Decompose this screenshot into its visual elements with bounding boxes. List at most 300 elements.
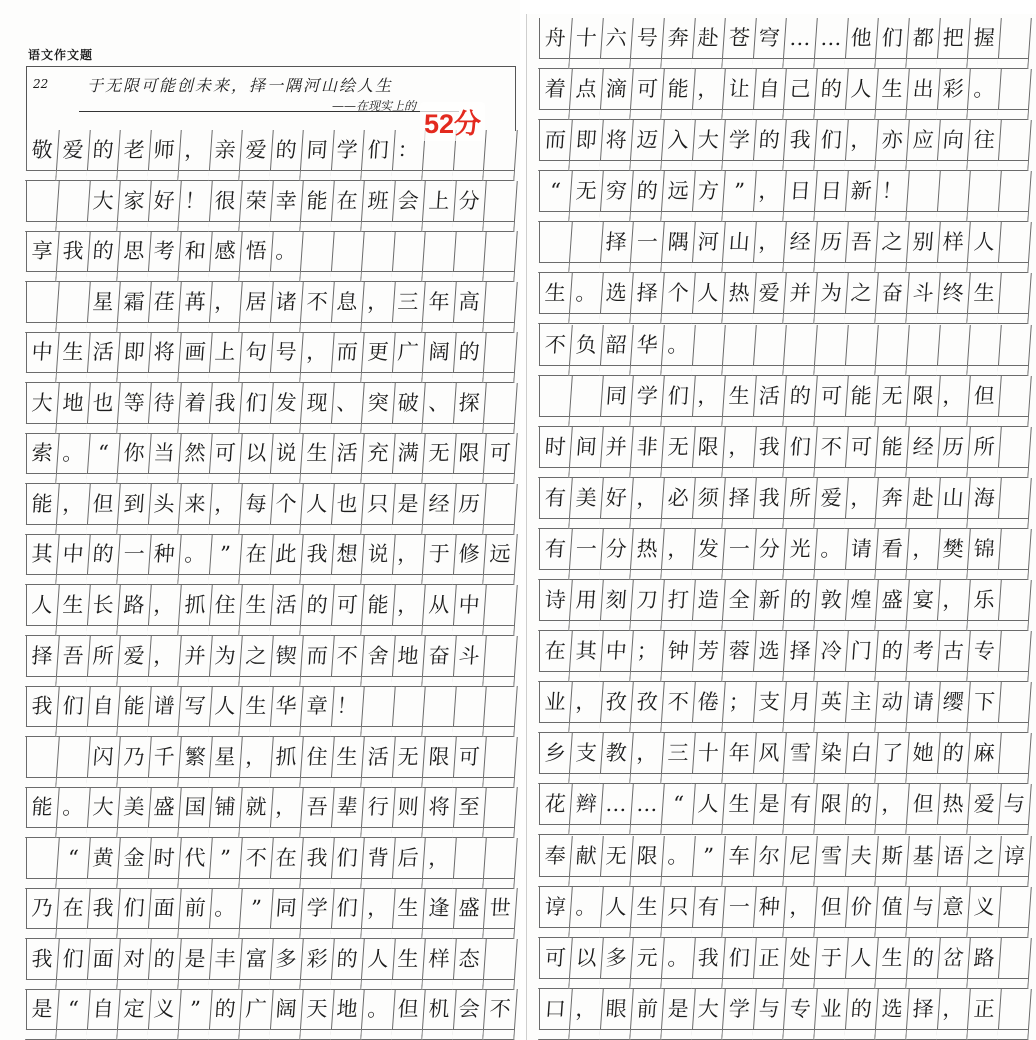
grid-cell: 远 xyxy=(661,171,695,222)
grid-cell: 热 xyxy=(722,273,756,324)
grid-cell: 着 xyxy=(538,69,572,120)
grid-cell: 世 xyxy=(483,888,517,939)
grid-cell: 的 xyxy=(208,989,242,1040)
grid-cell: 想 xyxy=(330,534,364,585)
grid-cell: 自 xyxy=(753,69,787,120)
grid-cell: 芳 xyxy=(691,631,725,682)
grid-cell: 。 xyxy=(56,787,90,838)
grid-cell xyxy=(483,787,517,838)
grid-cell: 能 xyxy=(844,376,878,427)
grid-cell: 美 xyxy=(117,787,151,838)
grid-cell: 霜 xyxy=(117,282,151,333)
grid-cell: 、 xyxy=(422,383,456,434)
grid-cell: 爱 xyxy=(967,784,1001,835)
grid-cell: 奋 xyxy=(422,636,456,687)
grid-cell: 终 xyxy=(936,273,970,324)
grid-cell: 以 xyxy=(239,433,273,484)
grid-cell: 人 xyxy=(691,784,725,835)
grid-cell xyxy=(422,231,456,282)
grid-cell: 们 xyxy=(661,376,695,427)
grid-cell: 专 xyxy=(967,631,1001,682)
grid-cell: ” xyxy=(722,171,756,222)
grid-cell: 我 xyxy=(300,838,334,889)
grid-cell: 敬 xyxy=(25,130,59,181)
grid-cell: 对 xyxy=(117,939,151,990)
grid-cell: 大 xyxy=(691,989,725,1040)
grid-cell: 我 xyxy=(753,427,787,478)
grid-cell: 历 xyxy=(452,484,486,535)
grid-cell: 有 xyxy=(691,887,725,938)
grid-cell: 息 xyxy=(330,282,364,333)
grid-cell: 冷 xyxy=(814,631,848,682)
grid-cell: 的 xyxy=(86,130,120,181)
grid-cell: ， xyxy=(936,580,970,631)
grid-cell: 们 xyxy=(330,838,364,889)
grid-cell: 可 xyxy=(330,585,364,636)
grid-cell: 的 xyxy=(86,231,120,282)
grid-cell: 金 xyxy=(117,838,151,889)
grid-cell: 我 xyxy=(300,534,334,585)
grid-cell: 索 xyxy=(25,433,59,484)
grid-cell xyxy=(936,171,970,222)
grid-cell: 与 xyxy=(906,887,940,938)
section-label: 语文作文题 xyxy=(28,48,94,62)
grid-cell: 正 xyxy=(967,989,1001,1040)
grid-cell: ！ xyxy=(330,686,364,737)
grid-cell: 一 xyxy=(630,222,664,273)
grid-cell: 在 xyxy=(56,888,90,939)
grid-cell: 至 xyxy=(452,787,486,838)
grid-cell: 们 xyxy=(330,888,364,939)
grid-cell: ， xyxy=(844,120,878,171)
grid-cell: … xyxy=(783,18,817,69)
grid-cell: 选 xyxy=(875,989,909,1040)
grid-cell: 的 xyxy=(452,332,486,383)
grid-cell: 为 xyxy=(814,273,848,324)
grid-cell: 意 xyxy=(936,887,970,938)
grid-cell: 。 xyxy=(56,433,90,484)
grid-cell: 大 xyxy=(86,787,120,838)
grid-cell: ， xyxy=(875,784,909,835)
grid-cell xyxy=(56,737,90,788)
grid-cell: 吾 xyxy=(56,636,90,687)
grid-cell: 专 xyxy=(783,989,817,1040)
grid-cell: 迈 xyxy=(630,120,664,171)
grid-cell: 能 xyxy=(661,69,695,120)
grid-cell: ！ xyxy=(178,181,212,232)
grid-cell: 负 xyxy=(569,325,603,376)
grid-cell xyxy=(538,376,572,427)
grid-cell: 全 xyxy=(722,580,756,631)
grid-cell: 的 xyxy=(783,580,817,631)
grid-cell: ” xyxy=(208,838,242,889)
grid-cell: 每 xyxy=(239,484,273,535)
grid-cell: 抓 xyxy=(269,737,303,788)
grid-cell: 奉 xyxy=(538,836,572,887)
grid-cell: 但 xyxy=(967,376,1001,427)
grid-cell: 教 xyxy=(599,733,633,784)
grid-cell: 麻 xyxy=(967,733,1001,784)
grid-cell: 。 xyxy=(967,69,1001,120)
grid-cell: 择 xyxy=(630,273,664,324)
grid-cell: 盛 xyxy=(875,580,909,631)
grid-cell xyxy=(483,737,517,788)
grid-cell xyxy=(361,231,395,282)
grid-cell: 就 xyxy=(239,787,273,838)
grid-cell: 个 xyxy=(661,273,695,324)
grid-cell: 是 xyxy=(661,989,695,1040)
grid-cell xyxy=(998,887,1032,938)
grid-cell: ， xyxy=(753,171,787,222)
grid-cell: 生 xyxy=(722,376,756,427)
grid-cell: 爱 xyxy=(56,130,90,181)
grid-cell xyxy=(998,989,1032,1040)
grid-cell: 阔 xyxy=(269,989,303,1040)
grid-cell: 花 xyxy=(538,784,572,835)
grid-cell: 可 xyxy=(814,376,848,427)
grid-cell: 限 xyxy=(630,836,664,887)
grid-cell: 。 xyxy=(178,534,212,585)
grid-cell: 基 xyxy=(906,836,940,887)
grid-cell: 富 xyxy=(239,939,273,990)
grid-cell: 学 xyxy=(630,376,664,427)
grid-cell: 的 xyxy=(330,939,364,990)
grid-cell: 自 xyxy=(86,686,120,737)
grid-cell xyxy=(483,838,517,889)
grid-cell: 盛 xyxy=(452,888,486,939)
grid-cell: 星 xyxy=(86,282,120,333)
grid-cell: 幸 xyxy=(269,181,303,232)
grid-cell: 非 xyxy=(630,427,664,478)
grid-cell xyxy=(483,130,517,181)
grid-cell: 亦 xyxy=(875,120,909,171)
grid-cell: 句 xyxy=(239,332,273,383)
grid-cell xyxy=(452,686,486,737)
grid-cell: 是 xyxy=(391,484,425,535)
grid-cell: 爱 xyxy=(753,273,787,324)
grid-cell xyxy=(998,733,1032,784)
grid-cell: ， xyxy=(661,529,695,580)
grid-cell: 生 xyxy=(391,939,425,990)
grid-cell: 光 xyxy=(783,529,817,580)
grid-cell: 破 xyxy=(391,383,425,434)
grid-cell: 了 xyxy=(875,733,909,784)
grid-cell: ， xyxy=(753,222,787,273)
grid-cell: 的 xyxy=(300,585,334,636)
grid-cell: 择 xyxy=(25,636,59,687)
grid-cell: 此 xyxy=(269,534,303,585)
grid-cell: 一 xyxy=(722,529,756,580)
grid-cell: 写 xyxy=(178,686,212,737)
grid-cell xyxy=(998,69,1032,120)
grid-cell: 六 xyxy=(599,18,633,69)
grid-cell: 说 xyxy=(269,433,303,484)
grid-cell xyxy=(25,737,59,788)
grid-cell: 入 xyxy=(661,120,695,171)
grid-cell: 但 xyxy=(391,989,425,1040)
grid-cell: 时 xyxy=(147,838,181,889)
grid-cell: 而 xyxy=(330,332,364,383)
grid-cell xyxy=(391,686,425,737)
grid-cell: 发 xyxy=(269,383,303,434)
grid-cell xyxy=(998,325,1032,376)
grid-cell: 在 xyxy=(538,631,572,682)
grid-cell: 广 xyxy=(391,332,425,383)
grid-cell: 把 xyxy=(936,18,970,69)
grid-cell: 所 xyxy=(783,478,817,529)
grid-cell: 盛 xyxy=(147,787,181,838)
grid-cell: 苍 xyxy=(722,18,756,69)
grid-cell: 的 xyxy=(147,939,181,990)
grid-cell: 可 xyxy=(452,737,486,788)
grid-cell: 孜 xyxy=(630,682,664,733)
grid-cell: 种 xyxy=(147,534,181,585)
grid-cell: 别 xyxy=(906,222,940,273)
grid-cell: ， xyxy=(147,585,181,636)
grid-cell: ， xyxy=(630,478,664,529)
grid-cell: 学 xyxy=(330,130,364,181)
grid-cell: 丰 xyxy=(208,939,242,990)
grid-cell: 奔 xyxy=(661,18,695,69)
grid-cell: 斯 xyxy=(875,836,909,887)
grid-cell: 孜 xyxy=(599,682,633,733)
grid-cell: 之 xyxy=(875,222,909,273)
grid-cell: 夫 xyxy=(844,836,878,887)
grid-cell: 待 xyxy=(147,383,181,434)
grid-cell: 分 xyxy=(599,529,633,580)
grid-cell: 爱 xyxy=(239,130,273,181)
grid-cell: 亲 xyxy=(208,130,242,181)
grid-cell: 乃 xyxy=(25,888,59,939)
grid-cell: 刻 xyxy=(599,580,633,631)
grid-cell: 握 xyxy=(967,18,1001,69)
grid-cell xyxy=(25,838,59,889)
writing-grid-right xyxy=(539,18,1030,1040)
grid-cell: 爱 xyxy=(117,636,151,687)
grid-cell: ， xyxy=(783,887,817,938)
grid-cell: 乡 xyxy=(538,733,572,784)
grid-cell: 学 xyxy=(722,120,756,171)
grid-cell: 支 xyxy=(753,682,787,733)
grid-cell: 样 xyxy=(936,222,970,273)
grid-cell: ， xyxy=(936,376,970,427)
grid-cell: 千 xyxy=(147,737,181,788)
grid-cell: 地 xyxy=(391,636,425,687)
grid-cell: ” xyxy=(178,989,212,1040)
grid-cell: 上 xyxy=(422,181,456,232)
grid-cell: 荣 xyxy=(239,181,273,232)
grid-cell: 们 xyxy=(722,938,756,989)
grid-cell: 然 xyxy=(178,433,212,484)
grid-cell: 种 xyxy=(753,887,787,938)
grid-cell: “ xyxy=(86,433,120,484)
grid-cell: 历 xyxy=(936,427,970,478)
title-underline xyxy=(79,111,459,112)
grid-cell: 十 xyxy=(691,733,725,784)
grid-cell: 天 xyxy=(300,989,334,1040)
grid-cell: 的 xyxy=(875,631,909,682)
grid-cell: 机 xyxy=(422,989,456,1040)
grid-cell: 一 xyxy=(117,534,151,585)
grid-cell: 打 xyxy=(661,580,695,631)
grid-cell xyxy=(483,383,517,434)
grid-cell: 谱 xyxy=(147,686,181,737)
grid-cell: 择 xyxy=(722,478,756,529)
grid-cell: 修 xyxy=(452,534,486,585)
grid-cell: 业 xyxy=(538,682,572,733)
grid-cell: ， xyxy=(630,733,664,784)
grid-cell: 的 xyxy=(844,784,878,835)
grid-cell: 阔 xyxy=(422,332,456,383)
grid-cell: 路 xyxy=(117,585,151,636)
grid-cell: 己 xyxy=(783,69,817,120)
grid-cell: 生 xyxy=(239,686,273,737)
grid-cell: 老 xyxy=(117,130,151,181)
grid-cell: 海 xyxy=(967,478,1001,529)
grid-cell: 可 xyxy=(483,433,517,484)
grid-cell: 代 xyxy=(178,838,212,889)
grid-cell: 们 xyxy=(361,130,395,181)
grid-cell: 即 xyxy=(569,120,603,171)
grid-cell: 蓉 xyxy=(722,631,756,682)
grid-cell: 的 xyxy=(86,534,120,585)
grid-cell xyxy=(998,631,1032,682)
grid-cell: ， xyxy=(691,69,725,120)
grid-cell: 热 xyxy=(936,784,970,835)
grid-cell: 年 xyxy=(422,282,456,333)
grid-cell: 活 xyxy=(753,376,787,427)
grid-cell: 活 xyxy=(86,332,120,383)
grid-cell: 人 xyxy=(361,939,395,990)
grid-cell: 大 xyxy=(691,120,725,171)
grid-cell: 可 xyxy=(538,938,572,989)
grid-cell: 。 xyxy=(569,887,603,938)
grid-cell: 感 xyxy=(208,231,242,282)
grid-cell: 辫 xyxy=(569,784,603,835)
grid-cell: 新 xyxy=(844,171,878,222)
grid-cell: 学 xyxy=(722,989,756,1040)
grid-cell: ， xyxy=(844,478,878,529)
question-number: 22 xyxy=(33,77,49,91)
grid-cell: 必 xyxy=(661,478,695,529)
grid-cell: 无 xyxy=(875,376,909,427)
grid-cell: 面 xyxy=(147,888,181,939)
grid-cell: 们 xyxy=(875,18,909,69)
grid-cell: 诗 xyxy=(538,580,572,631)
grid-cell: ， xyxy=(208,282,242,333)
grid-cell: 值 xyxy=(875,887,909,938)
grid-cell: 住 xyxy=(208,585,242,636)
grid-cell: 出 xyxy=(906,69,940,120)
grid-cell: 赴 xyxy=(691,18,725,69)
grid-cell xyxy=(967,325,1001,376)
grid-cell: 看 xyxy=(875,529,909,580)
grid-cell: ， xyxy=(691,376,725,427)
grid-cell: 主 xyxy=(844,682,878,733)
grid-cell xyxy=(483,484,517,535)
grid-cell xyxy=(300,231,334,282)
grid-cell: 居 xyxy=(239,282,273,333)
grid-cell: 三 xyxy=(661,733,695,784)
grid-cell: 可 xyxy=(208,433,242,484)
grid-cell xyxy=(998,171,1032,222)
grid-cell: 义 xyxy=(147,989,181,1040)
grid-cell: 无 xyxy=(391,737,425,788)
grid-cell xyxy=(998,18,1032,69)
grid-cell: 。 xyxy=(361,989,395,1040)
grid-cell: 铺 xyxy=(208,787,242,838)
grid-cell: 章 xyxy=(300,686,334,737)
grid-cell: 头 xyxy=(147,484,181,535)
grid-cell: 的 xyxy=(906,938,940,989)
grid-cell: 我 xyxy=(691,938,725,989)
grid-cell: 樊 xyxy=(936,529,970,580)
grid-cell: 能 xyxy=(361,585,395,636)
grid-cell: 选 xyxy=(753,631,787,682)
grid-cell xyxy=(783,325,817,376)
grid-cell: 荏 xyxy=(147,282,181,333)
grid-cell: 方 xyxy=(691,171,725,222)
grid-cell: 穹 xyxy=(753,18,787,69)
grid-cell: 彩 xyxy=(936,69,970,120)
grid-cell: 将 xyxy=(422,787,456,838)
grid-cell: 人 xyxy=(208,686,242,737)
grid-cell: 斗 xyxy=(906,273,940,324)
grid-cell: 和 xyxy=(178,231,212,282)
grid-cell: 人 xyxy=(691,273,725,324)
grid-cell: 吾 xyxy=(300,787,334,838)
grid-cell xyxy=(906,171,940,222)
grid-cell: 能 xyxy=(25,484,59,535)
grid-cell: 不 xyxy=(300,282,334,333)
grid-cell: 态 xyxy=(452,939,486,990)
grid-cell: 都 xyxy=(906,18,940,69)
grid-cell: 多 xyxy=(269,939,303,990)
grid-cell: 当 xyxy=(147,433,181,484)
grid-cell: 们 xyxy=(56,686,90,737)
grid-cell: 中 xyxy=(452,585,486,636)
grid-cell: 面 xyxy=(86,939,120,990)
grid-cell: 下 xyxy=(967,682,1001,733)
grid-cell: 分 xyxy=(753,529,787,580)
grid-cell: 星 xyxy=(208,737,242,788)
grid-cell: 英 xyxy=(814,682,848,733)
grid-cell: 请 xyxy=(906,682,940,733)
grid-cell: ， xyxy=(361,282,395,333)
grid-cell: “ xyxy=(56,989,90,1040)
grid-cell: 悟 xyxy=(239,231,273,282)
grid-cell: 人 xyxy=(844,69,878,120)
grid-cell: 不 xyxy=(483,989,517,1040)
grid-cell: 爱 xyxy=(814,478,848,529)
grid-cell: 中 xyxy=(56,534,90,585)
grid-cell xyxy=(569,222,603,273)
grid-cell: 满 xyxy=(391,433,425,484)
grid-cell: 新 xyxy=(753,580,787,631)
grid-cell: 是 xyxy=(753,784,787,835)
grid-cell: 在 xyxy=(269,838,303,889)
grid-cell: 生 xyxy=(875,69,909,120)
grid-cell: 三 xyxy=(391,282,425,333)
grid-cell: 师 xyxy=(147,130,181,181)
grid-cell: 可 xyxy=(844,427,878,478)
grid-cell: 的 xyxy=(753,120,787,171)
grid-cell: 好 xyxy=(147,181,181,232)
grid-cell: 的 xyxy=(844,989,878,1040)
grid-cell: 其 xyxy=(25,534,59,585)
grid-cell: 人 xyxy=(25,585,59,636)
grid-cell: 但 xyxy=(86,484,120,535)
